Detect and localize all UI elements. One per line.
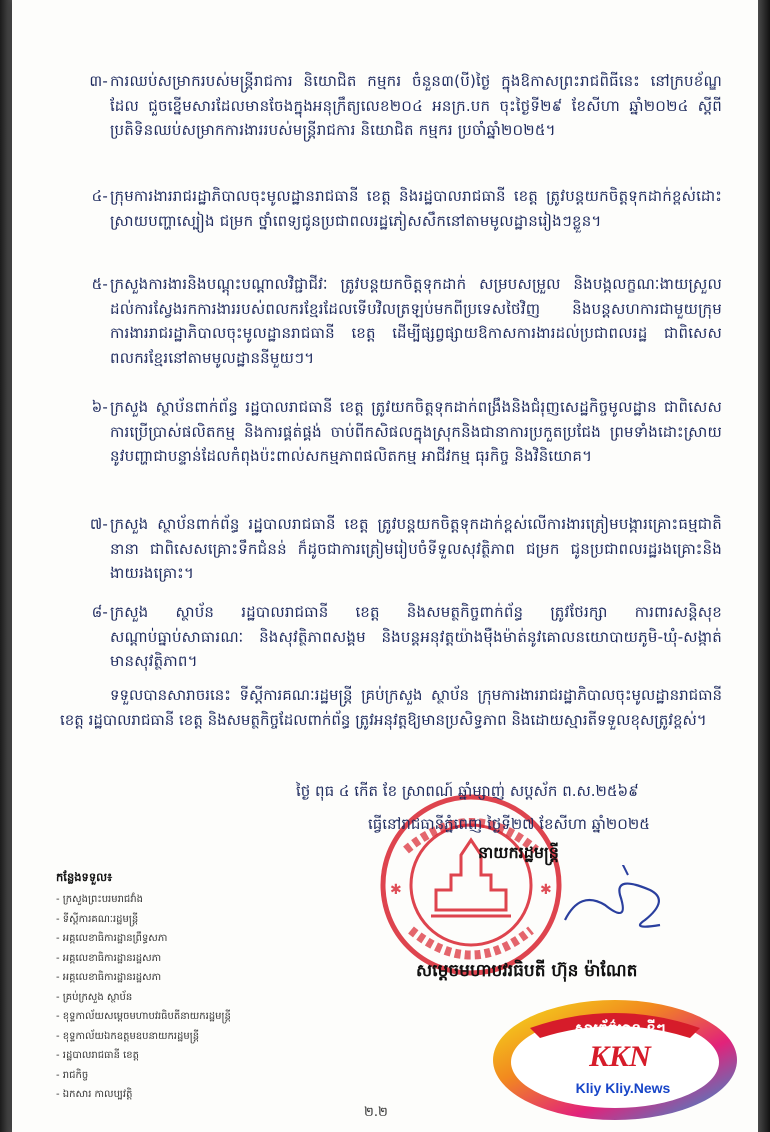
clause-6 (91, 395, 722, 469)
recipients-list (56, 890, 231, 1105)
list-item: - រដ្ឋបាលរាជធានី ខេត្ត (56, 1046, 231, 1066)
clause-8 (91, 600, 722, 674)
clause-7 (89, 512, 722, 586)
clause-text: ក្រុមការងាររាជរដ្ឋាភិបាលចុះមូលដ្ឋានរាជធានី ខេត្ត និងរដ្ឋបាលរាជធានី ខេត្ត ត្រូវបន្តយកចិត្តទុកដាក់ខ្ពស់ដោះស្រាយបញ្ហាស្បៀង ជម្រក ថ្នាំពេទ្យជូនប្រជាពលរដ្ឋភៀសសឹកនៅតាមមូលដ្ឋានរៀងៗខ្លួន។ (110, 187, 722, 230)
logo-brand-name: Kliy Kliy.News (575, 1080, 671, 1096)
svg-text:✱: ✱ (390, 882, 402, 898)
issue-date-place: ធ្វើនៅរាជធានីភ្នំពេញ ថ្ងៃទី២៧ ខែសីហា ឆ្នាំ២០២៥ (368, 815, 650, 833)
clause-text: ក្រសួង ស្ថាប័នពាក់ព័ន្ធ រដ្ឋបាលរាជធានី ខេត្ត ត្រូវបន្តយកចិត្តទុកដាក់ខ្ពស់លើការងារត្រៀមបង្ការគ្រោះធម្មជាតិនានា ជាពិសេសគ្រោះទឹកជំនន់ ក៏ដូចជាការត្រៀមរៀបចំទីទួលសុវត្ថិភាព ជម្រក ជូនប្រជាពលរដ្ឋរងគ្រោះនិងងាយរងគ្រោះ។ (110, 515, 722, 582)
clause-number: ៥- (91, 275, 108, 293)
clause-number: ៤- (91, 187, 108, 205)
list-item: - ក្រសួងព្រះបរមរាជវាំង (56, 890, 231, 910)
list-item: - អគ្គលេខាធិការដ្ឋានរដ្ឋសភា (56, 968, 231, 988)
clause-text: ក្រសួងការងារនិងបណ្តុះបណ្តាលវិជ្ជាជីវៈ ត្រូវបន្តយកចិត្តទុកដាក់ សម្របសម្រួល និងបង្កលក្ខណៈងាយស្រួលដល់ការស្វែងរកការងាររបស់ពលករខ្មែរដែលទើបវិលត្រឡប់មកពីប្រទេសថៃវិញ និងបន្តសហការជាមួយក្រុមការងាររាជរដ្ឋាភិបាលចុះមូលដ្ឋានរាជធានី ខេត្ត ដើម្បីផ្សព្វផ្សាយឱកាសការងារដល់ប្រជាពលរដ្ឋ ជាពិសេសពលករខ្មែរនៅតាមមូលដ្ឋាននីមួយៗ។ (110, 275, 722, 367)
clause-text: ក្រសួង ស្ថាប័ន រដ្ឋបាលរាជធានី ខេត្ត និងសមត្ថកិច្ចពាក់ព័ន្ធ ត្រូវថែរក្សា ការពារសន្តិសុខសណ្តាប់ធ្នាប់សាធារណៈ និងសុវត្ថិភាពសង្គម និងបន្តអនុវត្តយ៉ាងម៉ឺងម៉ាត់នូវគោលនយោបាយភូមិ-ឃុំ-សង្កាត់មានសុវត្ថិភាព។ (110, 603, 722, 670)
recipients-heading: កន្លែងទទួល៖ (56, 870, 113, 884)
page-number: ២.២ (364, 1105, 388, 1120)
clause-number: ៧- (89, 515, 108, 533)
clause-text: ក្រសួង ស្ថាប័នពាក់ព័ន្ធ រដ្ឋបាលរាជធានី ខេត្ត ត្រូវយកចិត្តទុកដាក់ពង្រឹងនិងជំរុញសេដ្ឋកិច្ចមូលដ្ឋាន ជាពិសេសការប្រើប្រាស់ផលិតកម្ម និងការផ្គត់ផ្គង់ ចាប់ពីកសិផលក្នុងស្រុកនិងជានាការប្រកួតប្រជែង ព្រមទាំងដោះស្រាយនូវបញ្ហាជាបន្ទាន់ដែលកំពុងប៉ះពាល់សកម្មភាពផលិតកម្ម អាជីវកម្ម ធុរកិច្ច និងវិនិយោគ។ (110, 398, 722, 465)
clause-text: ការឈប់សម្រាករបស់មន្ត្រីរាជការ និយោជិត កម្មករ ចំនួន៣(បី)ថ្ងៃ ក្នុងឱកាសព្រះរាជពិធីនេះ នៅក្របខ័ណ្ឌដែល ជួចខ្នើមសារដែលមានចែងក្នុងអនុក្រឹត្យលេខ២០៤ អនក្រ.បក ចុះថ្ងៃទី២៩ ខែសីហា ឆ្នាំ២០២៤ ស្តីពីប្រតិទិនឈប់សម្រាកការងាររបស់មន្ត្រីរាជការ និយោជិត កម្មករ ប្រចាំឆ្នាំ២០២៥។ (110, 72, 722, 139)
closing-paragraph: ទទួលបានសារាចរនេះ ទីស្តីការគណៈរដ្ឋមន្ត្រី គ្រប់ក្រសួង ស្ថាប័ន ក្រុមការងាររាជរដ្ឋាភិបាលចុះមូលដ្ឋានរាជធានី ខេត្ត រដ្ឋបាលរាជធានី ខេត្ត និងសមត្ថកិច្ចដែលពាក់ព័ន្ធ ត្រូវអនុវត្តឱ្យមានប្រសិទ្ធភាព និងដោយស្មារតីទទួលខុសត្រូវខ្ពស់។ (60, 686, 722, 729)
clause-3 (89, 69, 722, 143)
list-item: - ទីស្តីការគណៈរដ្ឋមន្ត្រី (56, 910, 231, 930)
clause-5 (91, 272, 722, 370)
list-item: - ឯកសារ កាលប្បវត្តិ (56, 1085, 231, 1105)
photo-edge-right (758, 0, 770, 1132)
photo-edge-left (0, 0, 12, 1132)
svg-text:✱: ✱ (540, 882, 552, 898)
list-item: - រាជកិច្ច (56, 1066, 231, 1086)
list-item: - ខុទ្ទកាល័យសម្តេចមហាបវរធិបតីនាយករដ្ឋមន្ត្រី (56, 1007, 231, 1027)
list-item: - អគ្គលេខាធិការដ្ឋានរដ្ឋសភា (56, 949, 231, 969)
signatory-title: នាយករដ្ឋមន្ត្រី (478, 843, 559, 862)
lunar-date: ថ្ងៃ ពុធ ៤ កើត ខែ ស្រាពណ៍ ឆ្នាំម្សាញ់ សប្តស័ក ព.ស.២៥៦៩ (296, 782, 639, 800)
clause-number: ៨- (91, 603, 108, 621)
logo-khmer-text: សារព័ត៌មាន ខ្លីៗ (574, 1020, 666, 1038)
handwritten-signature (560, 865, 680, 935)
list-item: - អគ្គលេខាធិការដ្ឋានព្រឹទ្ធសភា (56, 929, 231, 949)
list-item: - គ្រប់ក្រសួង ស្ថាប័ន (56, 988, 231, 1008)
logo-mark: KKN (589, 1040, 651, 1073)
clause-number: ៦- (91, 398, 108, 416)
signatory-name: សម្តេចមហាបវរធិបតី ហ៊ុន ម៉ាណែត (416, 961, 638, 981)
clause-4 (91, 184, 722, 233)
clause-number: ៣- (89, 72, 108, 90)
list-item: - ខុទ្ទកាល័យឯកឧត្តមឧបនាយករដ្ឋមន្ត្រី (56, 1027, 231, 1047)
